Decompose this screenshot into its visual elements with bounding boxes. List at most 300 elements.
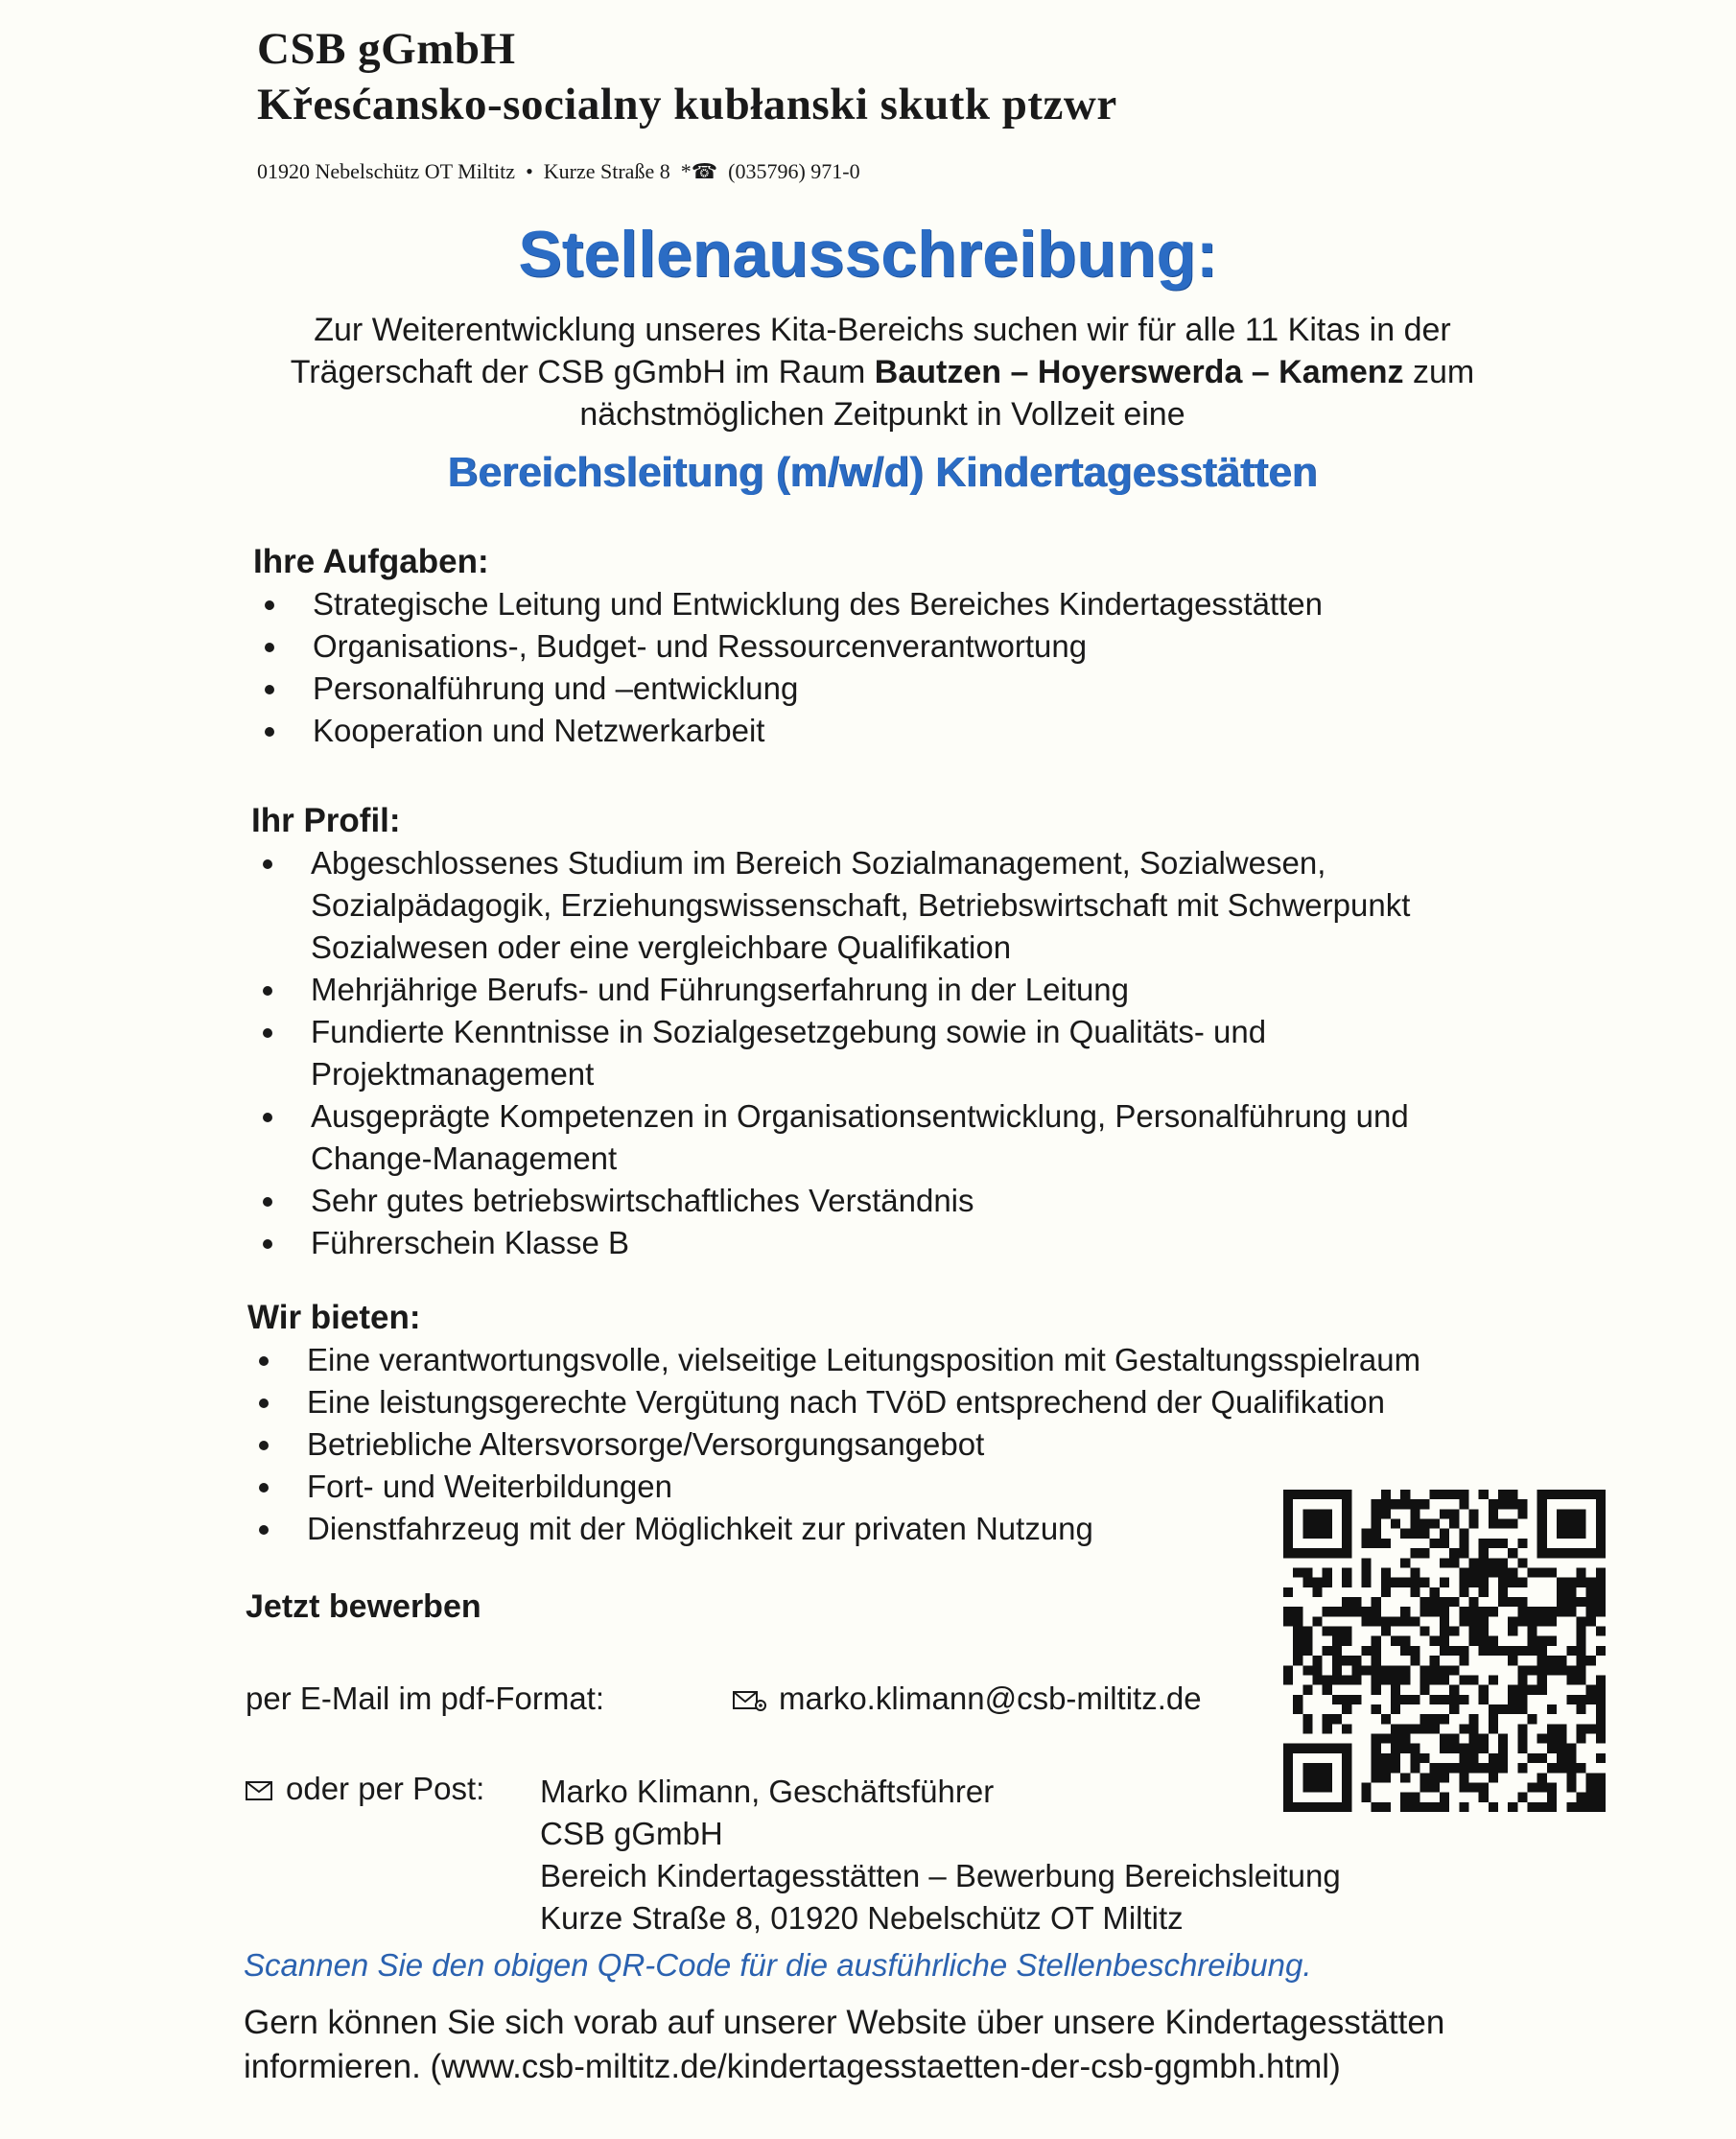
qr-module (1361, 1782, 1371, 1792)
qr-module (1293, 1607, 1302, 1616)
qr-module (1381, 1734, 1391, 1744)
qr-module (1420, 1782, 1430, 1792)
qr-module (1566, 1763, 1576, 1773)
qr-module (1489, 1499, 1498, 1509)
qr-module (1508, 1704, 1517, 1714)
qr-module (1566, 1519, 1576, 1529)
qr-module (1576, 1597, 1585, 1607)
qr-module (1372, 1616, 1381, 1626)
post-line: CSB gGmbH (540, 1816, 723, 1851)
qr-module (1440, 1490, 1449, 1499)
qr-module (1537, 1519, 1547, 1529)
qr-module (1528, 1782, 1537, 1792)
qr-module (1537, 1665, 1547, 1675)
qr-module (1302, 1490, 1312, 1499)
post-label-line (246, 1771, 484, 1807)
qr-module (1342, 1597, 1351, 1607)
qr-module (1302, 1567, 1312, 1577)
qr-module (1479, 1782, 1489, 1792)
qr-module (1586, 1597, 1596, 1607)
qr-module (1557, 1665, 1566, 1675)
list-item: Dienstfahrzeug mit der Möglichkeit zur privaten Nutzung (247, 1508, 1571, 1550)
qr-module (1410, 1587, 1419, 1597)
qr-module (1586, 1490, 1596, 1499)
qr-module (1468, 1558, 1478, 1567)
qr-module (1586, 1724, 1596, 1733)
qr-module (1566, 1782, 1576, 1792)
qr-module (1323, 1529, 1332, 1539)
qr-module (1391, 1616, 1400, 1626)
qr-module (1508, 1499, 1517, 1509)
qr-module (1313, 1656, 1323, 1665)
qr-module (1596, 1567, 1606, 1577)
qr-module (1479, 1763, 1489, 1773)
scan-note: Scannen Sie den obigen QR-Code für die ausführliche Stellenbeschreibung. (244, 1947, 1312, 1983)
qr-module (1440, 1695, 1449, 1704)
qr-module (1430, 1587, 1440, 1597)
qr-module (1517, 1675, 1527, 1684)
website-note[interactable]: Gern können Sie sich vorab auf unserer Website über unsere Kindertagesstätten informieren. (www.csb-miltitz.de/kindertagesstaetten-der-csb-ggmbh.html) (244, 2004, 1445, 2085)
profile-section (251, 802, 1489, 1264)
qr-module (1293, 1627, 1302, 1636)
qr-module (1372, 1607, 1381, 1616)
qr-module (1576, 1519, 1585, 1529)
qr-module (1302, 1548, 1312, 1558)
post-line: Bereich Kindertagesstätten – Bewerbung Bereichsleitung (540, 1858, 1341, 1893)
qr-module (1283, 1509, 1293, 1518)
qr-module (1498, 1539, 1508, 1548)
qr-module (1596, 1597, 1606, 1607)
qr-module (1489, 1802, 1498, 1812)
qr-module (1586, 1782, 1596, 1792)
qr-module (1361, 1607, 1371, 1616)
qr-module (1576, 1763, 1585, 1773)
qr-module (1557, 1763, 1566, 1773)
qr-module (1440, 1627, 1449, 1636)
qr-module (1449, 1627, 1459, 1636)
qr-module (1576, 1734, 1585, 1744)
qr-module (1430, 1597, 1440, 1607)
qr-module (1537, 1616, 1547, 1626)
qr-module (1342, 1802, 1351, 1812)
qr-module (1381, 1773, 1391, 1782)
qr-module (1372, 1597, 1381, 1607)
qr-module (1372, 1675, 1381, 1684)
qr-module (1498, 1519, 1508, 1529)
qr-module (1342, 1636, 1351, 1646)
qr-module (1489, 1724, 1498, 1733)
qr-module (1508, 1567, 1517, 1577)
qr-module (1508, 1597, 1517, 1607)
qr-module (1420, 1499, 1430, 1509)
qr-module (1302, 1646, 1312, 1656)
qr-module (1430, 1539, 1440, 1548)
qr-module (1479, 1793, 1489, 1802)
qr-module (1547, 1656, 1557, 1665)
qr-module (1342, 1753, 1351, 1763)
qr-module (1459, 1616, 1468, 1626)
email-link[interactable]: marko.klimann@csb-miltitz.de (779, 1681, 1202, 1716)
qr-module (1313, 1490, 1323, 1499)
qr-module (1576, 1665, 1585, 1675)
qr-module (1459, 1646, 1468, 1656)
qr-module (1410, 1744, 1419, 1753)
qr-module (1576, 1567, 1585, 1577)
qr-module (1489, 1539, 1498, 1548)
qr-module (1468, 1597, 1478, 1607)
qr-module (1342, 1490, 1351, 1499)
list-item: Eine leistungsgerechte Vergütung nach TVöD entsprechend der Qualifikation (247, 1381, 1571, 1423)
qr-module (1430, 1782, 1440, 1792)
qr-module (1479, 1539, 1489, 1548)
qr-module (1400, 1675, 1410, 1684)
qr-module (1283, 1490, 1293, 1499)
qr-module (1528, 1753, 1537, 1763)
qr-module (1566, 1665, 1576, 1675)
qr-module (1557, 1490, 1566, 1499)
qr-module (1351, 1607, 1361, 1616)
qr-module (1351, 1695, 1361, 1704)
qr-module (1459, 1695, 1468, 1704)
qr-module (1586, 1773, 1596, 1782)
qr-module (1361, 1558, 1371, 1567)
qr-module (1547, 1763, 1557, 1773)
qr-module (1293, 1646, 1302, 1656)
qr-module (1372, 1744, 1381, 1753)
qr-module (1391, 1675, 1400, 1684)
qr-module (1420, 1578, 1430, 1587)
email-line (733, 1681, 1202, 1717)
qr-module (1391, 1685, 1400, 1695)
qr-module (1372, 1636, 1381, 1646)
qr-module (1537, 1782, 1547, 1792)
qr-module (1459, 1763, 1468, 1773)
qr-module (1323, 1567, 1332, 1577)
qr-module (1302, 1724, 1312, 1733)
qr-module (1391, 1578, 1400, 1587)
qr-module (1479, 1695, 1489, 1704)
qr-module (1479, 1616, 1489, 1626)
qr-module (1313, 1616, 1323, 1626)
qr-module (1489, 1567, 1498, 1577)
qr-module (1430, 1607, 1440, 1616)
qr-module (1302, 1578, 1312, 1587)
qr-module (1381, 1675, 1391, 1684)
qr-module (1342, 1567, 1351, 1577)
qr-module (1489, 1519, 1498, 1529)
address-street: Kurze Straße 8 (543, 159, 670, 183)
qr-module (1459, 1802, 1468, 1812)
qr-module (1547, 1616, 1557, 1626)
qr-module (1372, 1665, 1381, 1675)
qr-module (1391, 1636, 1400, 1646)
qr-module (1508, 1548, 1517, 1558)
qr-module (1283, 1744, 1293, 1753)
qr-module (1440, 1714, 1449, 1724)
qr-module (1372, 1753, 1381, 1763)
qr-module (1596, 1753, 1606, 1763)
qr-module (1489, 1509, 1498, 1518)
qr-code[interactable] (1283, 1490, 1606, 1812)
qr-module (1449, 1763, 1459, 1773)
qr-module (1323, 1578, 1332, 1587)
qr-module (1547, 1636, 1557, 1646)
qr-module (1293, 1636, 1302, 1646)
qr-module (1313, 1509, 1323, 1518)
qr-module (1361, 1578, 1371, 1587)
qr-module (1508, 1578, 1517, 1587)
qr-module (1420, 1802, 1430, 1812)
qr-module (1342, 1656, 1351, 1665)
qr-module (1576, 1802, 1585, 1812)
profile-heading: Ihr Profil: (251, 802, 401, 839)
qr-module (1557, 1587, 1566, 1597)
qr-module (1596, 1714, 1606, 1724)
qr-module (1420, 1665, 1430, 1675)
qr-module (1400, 1802, 1410, 1812)
qr-module (1420, 1724, 1430, 1733)
qr-module (1313, 1665, 1323, 1675)
qr-module (1528, 1636, 1537, 1646)
qr-module (1332, 1490, 1342, 1499)
qr-module (1459, 1499, 1468, 1509)
qr-module (1372, 1656, 1381, 1665)
qr-module (1400, 1490, 1410, 1499)
qr-module (1420, 1753, 1430, 1763)
qr-module (1332, 1646, 1342, 1656)
qr-module (1332, 1656, 1342, 1665)
qr-module (1547, 1548, 1557, 1558)
qr-module (1410, 1509, 1419, 1518)
qr-module (1449, 1548, 1459, 1558)
qr-module (1449, 1519, 1459, 1529)
qr-module (1361, 1616, 1371, 1626)
qr-module (1517, 1578, 1527, 1587)
qr-module (1293, 1704, 1302, 1714)
qr-module (1342, 1793, 1351, 1802)
qr-module (1566, 1695, 1576, 1704)
qr-module (1372, 1734, 1381, 1744)
qr-module (1449, 1704, 1459, 1714)
qr-module (1351, 1675, 1361, 1684)
qr-module (1498, 1499, 1508, 1509)
qr-module (1381, 1567, 1391, 1577)
envelope-at-icon (733, 1689, 767, 1712)
qr-module (1410, 1793, 1419, 1802)
qr-module (1557, 1753, 1566, 1763)
qr-module (1332, 1665, 1342, 1675)
qr-module (1410, 1802, 1419, 1812)
qr-module (1430, 1675, 1440, 1684)
qr-module (1400, 1724, 1410, 1733)
qr-module (1283, 1665, 1293, 1675)
qr-module (1498, 1558, 1508, 1567)
qr-module (1332, 1607, 1342, 1616)
qr-module (1537, 1490, 1547, 1499)
qr-module (1508, 1802, 1517, 1812)
qr-module (1372, 1763, 1381, 1773)
qr-module (1576, 1646, 1585, 1656)
qr-module (1517, 1704, 1527, 1714)
qr-module (1323, 1685, 1332, 1695)
qr-module (1479, 1587, 1489, 1597)
qr-module (1391, 1519, 1400, 1529)
qr-module (1400, 1607, 1410, 1616)
qr-module (1586, 1616, 1596, 1626)
qr-module (1440, 1646, 1449, 1656)
qr-module (1459, 1578, 1468, 1587)
intro-text-2: zum nächstmöglichen Zeitpunkt in Vollzeit eine (579, 354, 1475, 433)
qr-module (1459, 1529, 1468, 1539)
qr-module (1400, 1734, 1410, 1744)
qr-module (1528, 1607, 1537, 1616)
qr-module (1489, 1753, 1498, 1763)
qr-module (1323, 1714, 1332, 1724)
intro-region: Bautzen – Hoyerswerda – Kamenz (874, 354, 1404, 390)
qr-module (1283, 1519, 1293, 1529)
qr-module (1517, 1646, 1527, 1656)
qr-module (1420, 1597, 1430, 1607)
qr-module (1576, 1529, 1585, 1539)
qr-module (1537, 1548, 1547, 1558)
qr-module (1596, 1802, 1606, 1812)
qr-module (1313, 1548, 1323, 1558)
qr-module (1332, 1714, 1342, 1724)
qr-module (1440, 1607, 1449, 1616)
qr-module (1596, 1490, 1606, 1499)
qr-module (1400, 1578, 1410, 1587)
qr-module (1576, 1695, 1585, 1704)
qr-module (1468, 1744, 1478, 1753)
qr-module (1547, 1724, 1557, 1733)
qr-module (1440, 1763, 1449, 1773)
qr-module (1586, 1656, 1596, 1665)
tasks-section (253, 543, 1500, 752)
qr-module (1547, 1607, 1557, 1616)
qr-module (1566, 1490, 1576, 1499)
qr-module (1302, 1636, 1312, 1646)
qr-module (1566, 1753, 1576, 1763)
qr-module (1410, 1519, 1419, 1529)
qr-module (1351, 1665, 1361, 1675)
address-line (257, 159, 860, 184)
qr-module (1420, 1685, 1430, 1695)
qr-module (1557, 1578, 1566, 1587)
org-name: CSB gGmbH (257, 24, 516, 74)
qr-module (1517, 1616, 1527, 1626)
qr-module (1430, 1802, 1440, 1812)
qr-module (1468, 1627, 1478, 1636)
qr-module (1351, 1656, 1361, 1665)
qr-module (1517, 1793, 1527, 1802)
qr-module (1400, 1529, 1410, 1539)
qr-module (1410, 1578, 1419, 1587)
qr-module (1313, 1529, 1323, 1539)
qr-module (1508, 1616, 1517, 1626)
qr-module (1440, 1636, 1449, 1646)
qr-module (1342, 1627, 1351, 1636)
qr-module (1449, 1734, 1459, 1744)
qr-module (1440, 1665, 1449, 1675)
qr-module (1332, 1636, 1342, 1646)
qr-module (1596, 1548, 1606, 1558)
qr-module (1381, 1509, 1391, 1518)
qr-module (1381, 1714, 1391, 1724)
qr-module (1420, 1519, 1430, 1529)
qr-module (1596, 1675, 1606, 1684)
qr-module (1381, 1587, 1391, 1597)
qr-module (1596, 1519, 1606, 1529)
qr-module (1449, 1685, 1459, 1695)
qr-module (1566, 1646, 1576, 1656)
qr-module (1440, 1734, 1449, 1744)
qr-module (1566, 1607, 1576, 1616)
qr-module (1430, 1714, 1440, 1724)
qr-module (1323, 1607, 1332, 1616)
qr-module (1566, 1773, 1576, 1782)
qr-module (1459, 1490, 1468, 1499)
tasks-list (253, 583, 1500, 752)
qr-module (1537, 1753, 1547, 1763)
qr-module (1479, 1744, 1489, 1753)
qr-module (1596, 1499, 1606, 1509)
qr-module (1283, 1753, 1293, 1763)
qr-module (1400, 1636, 1410, 1646)
qr-module (1489, 1763, 1498, 1773)
qr-module (1489, 1607, 1498, 1616)
qr-module (1498, 1763, 1508, 1773)
qr-module (1361, 1567, 1371, 1577)
qr-module (1498, 1646, 1508, 1656)
qr-module (1498, 1753, 1508, 1763)
qr-module (1596, 1793, 1606, 1802)
separator-dot: • (520, 159, 539, 183)
list-item: Personalführung und –entwicklung (253, 668, 1500, 710)
qr-module (1566, 1509, 1576, 1518)
qr-module (1468, 1724, 1478, 1733)
qr-module (1489, 1704, 1498, 1714)
qr-module (1566, 1529, 1576, 1539)
qr-module (1351, 1597, 1361, 1607)
qr-module (1468, 1753, 1478, 1763)
qr-module (1420, 1607, 1430, 1616)
qr-module (1576, 1548, 1585, 1558)
position-title: Bereichsleitung (m/w/d) Kindertagesstätten (447, 449, 1318, 496)
qr-module (1459, 1675, 1468, 1684)
qr-module (1381, 1578, 1391, 1587)
offer-heading: Wir bieten: (247, 1299, 421, 1336)
qr-module (1302, 1665, 1312, 1675)
qr-module (1576, 1616, 1585, 1626)
qr-module (1459, 1539, 1468, 1548)
qr-module (1508, 1685, 1517, 1695)
qr-module (1283, 1607, 1293, 1616)
qr-module (1430, 1724, 1440, 1733)
qr-module (1283, 1616, 1293, 1626)
qr-module (1400, 1793, 1410, 1802)
qr-module (1342, 1499, 1351, 1509)
qr-module (1557, 1607, 1566, 1616)
list-item: Betriebliche Altersvorsorge/Versorgungsangebot (247, 1423, 1571, 1466)
qr-module (1498, 1578, 1508, 1587)
post-address (540, 1771, 1341, 1939)
qr-module (1479, 1627, 1489, 1636)
qr-module (1342, 1539, 1351, 1548)
list-item: Führerschein Klasse B (251, 1222, 1489, 1264)
qr-module (1449, 1695, 1459, 1704)
qr-module (1361, 1529, 1371, 1539)
qr-module (1517, 1597, 1527, 1607)
